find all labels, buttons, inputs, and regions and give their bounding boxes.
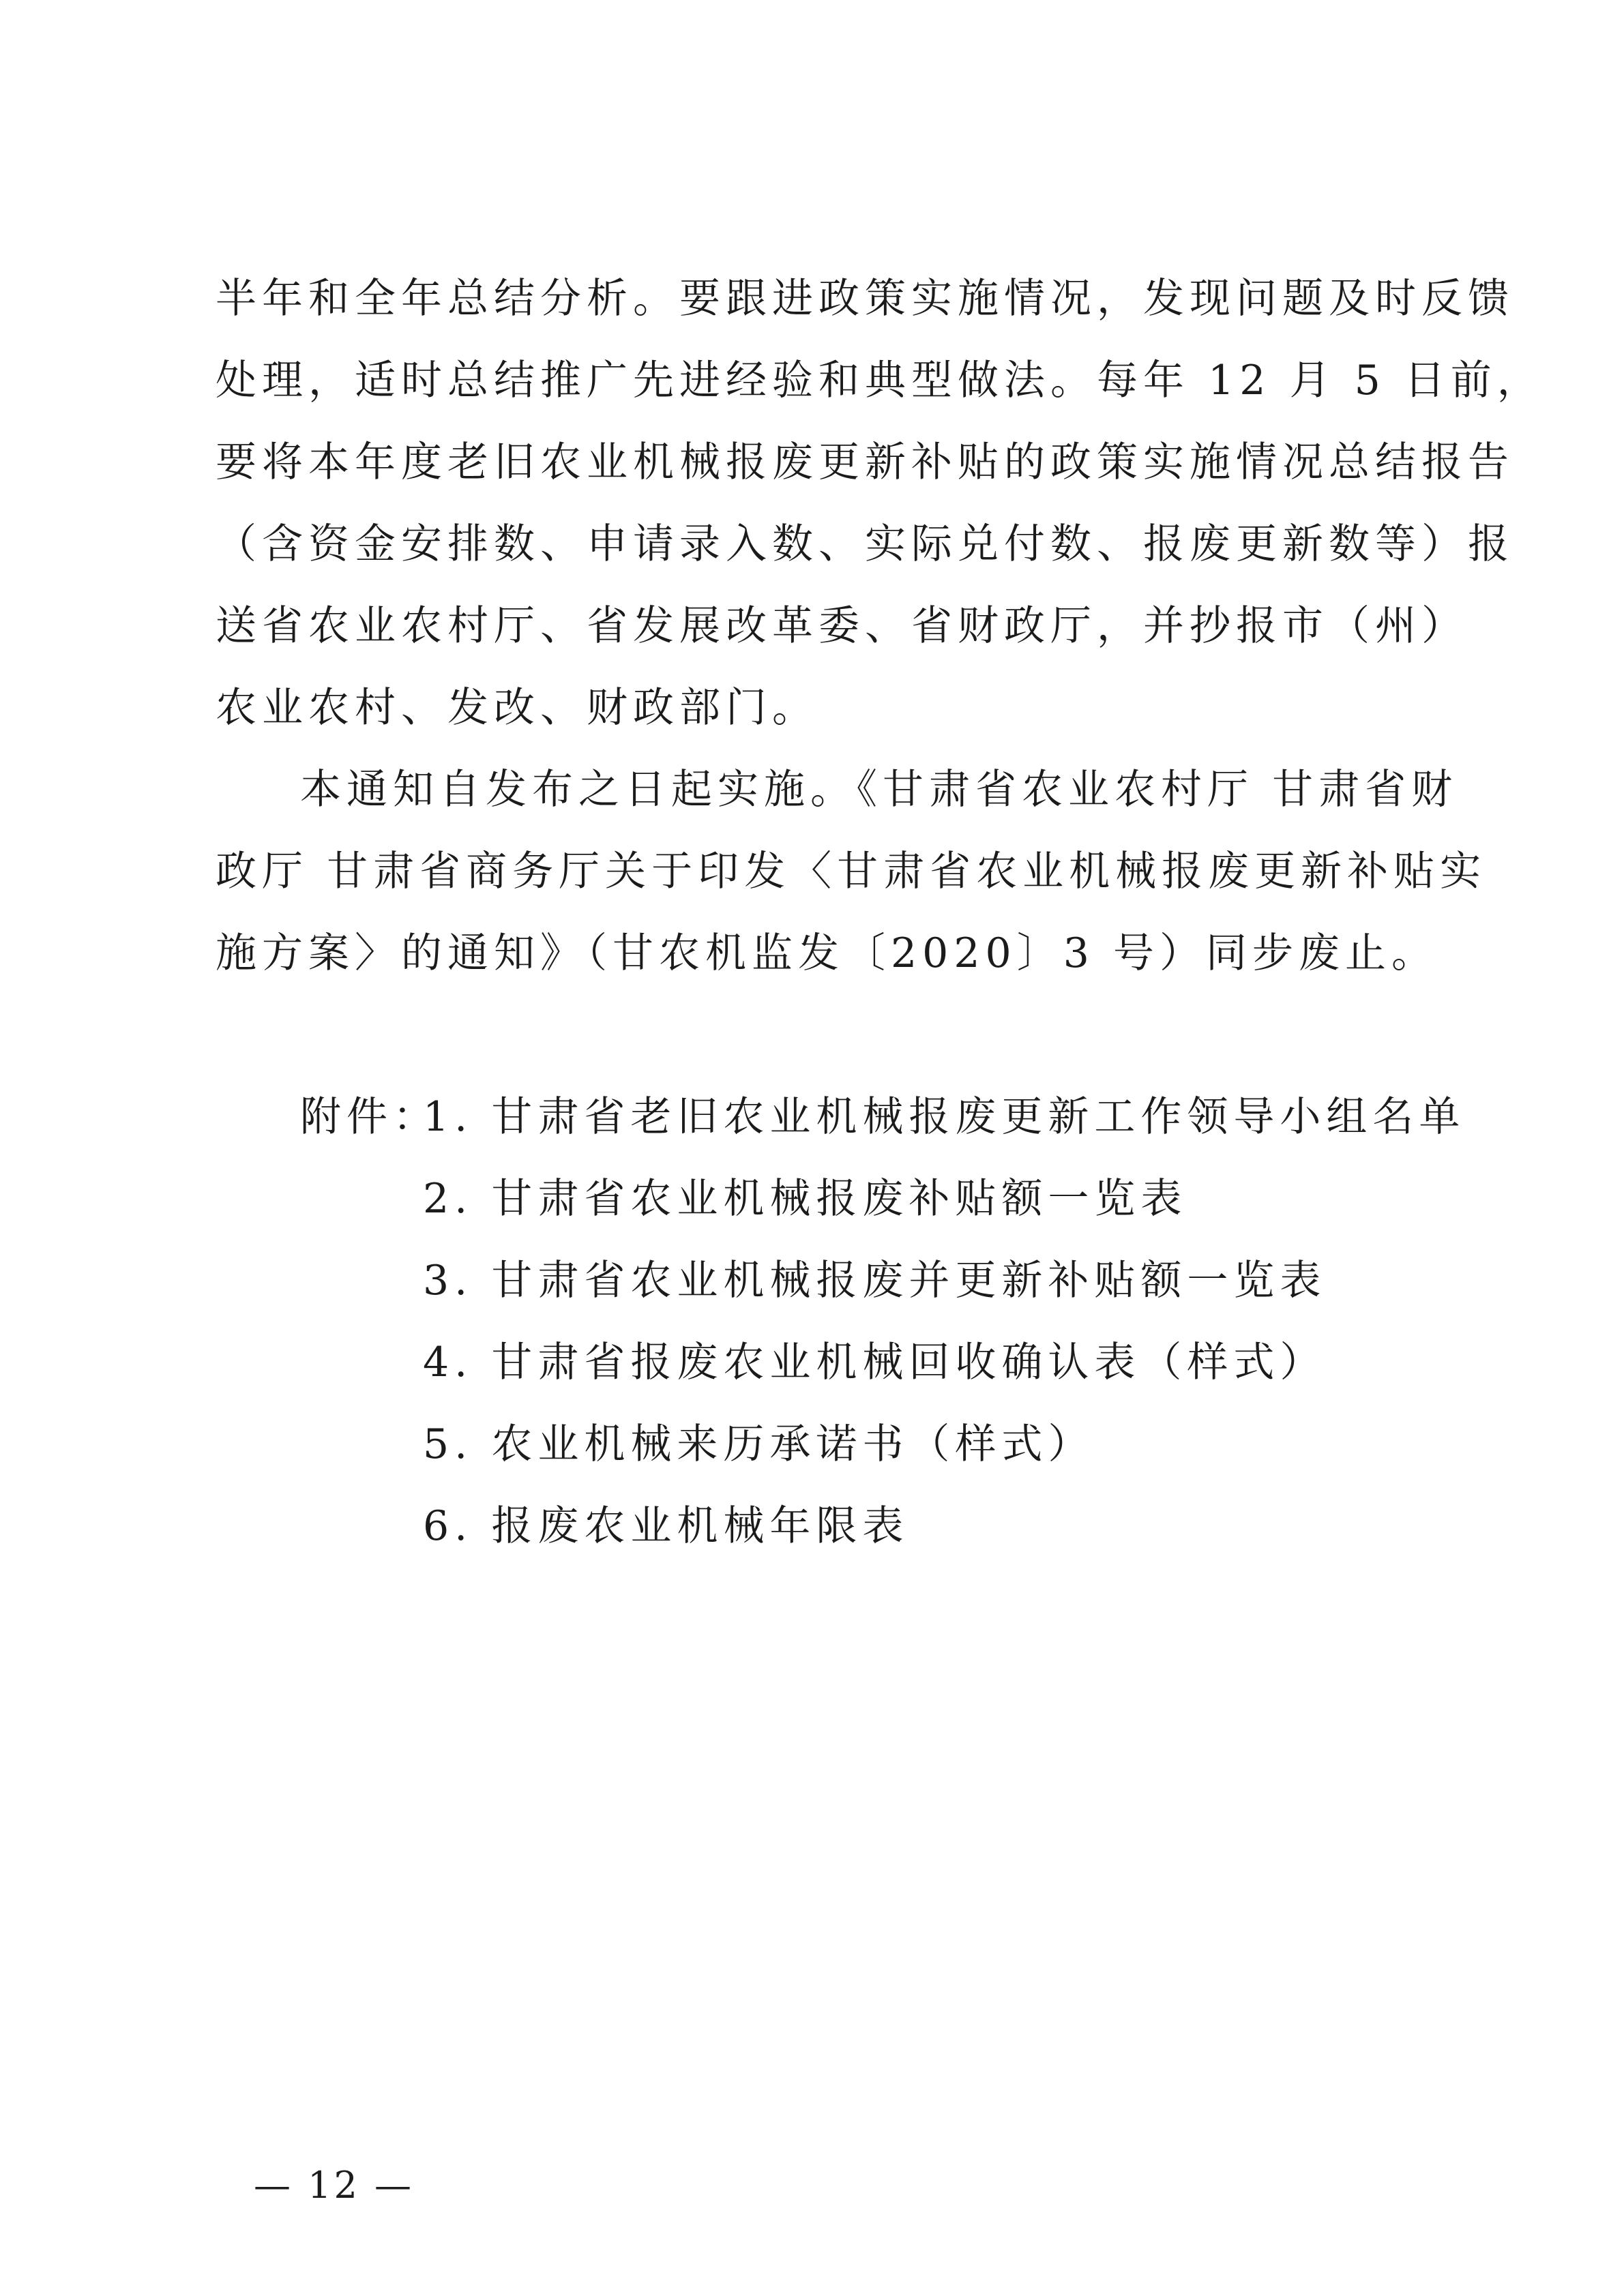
body-line: 处理，适时总结推广先进经验和典型做法。每年 12 月 5 日前， [216,357,1544,404]
attachment-item: 4. 甘肃省报废农业机械回收确认表（样式） [423,1339,1327,1386]
body-line: 农业农村、发改、财政部门。 [216,684,818,732]
attachment-item: 3. 甘肃省农业机械报废并更新补贴额一览表 [423,1257,1327,1304]
page-number: — 12 — [254,2164,415,2207]
body-line: 半年和全年总结分析。要跟进政策实施情况，发现问题及时反馈 [216,275,1514,323]
attachment-item: 2. 甘肃省农业机械报废补贴额一览表 [423,1175,1187,1223]
notice-line: 施方案〉的通知》（甘农机监发〔2020〕3 号）同步废止。 [216,929,1438,977]
body-line: 送省农业农村厅、省发展改革委、省财政厅，并抄报市（州） [216,602,1468,650]
body-line: （含资金安排数、申请录入数、实际兑付数、报废更新数等）报 [216,520,1514,568]
attachment-item: 1. 甘肃省老旧农业机械报废更新工作领导小组名单 [423,1093,1466,1141]
attachments-label: 附件： [300,1093,439,1141]
body-line: 要将本年度老旧农业机械报废更新补贴的政策实施情况总结报告 [216,438,1514,486]
notice-line: 政厅 甘肃省商务厅关于印发〈甘肃省农业机械报废更新补贴实 [216,848,1487,895]
notice-line: 本通知自发布之日起实施。《甘肃省农业农村厅 甘肃省财 [300,766,1458,814]
attachment-item: 6. 报废农业机械年限表 [423,1502,909,1550]
attachment-item: 5. 农业机械来历承诺书（样式） [423,1420,1095,1468]
